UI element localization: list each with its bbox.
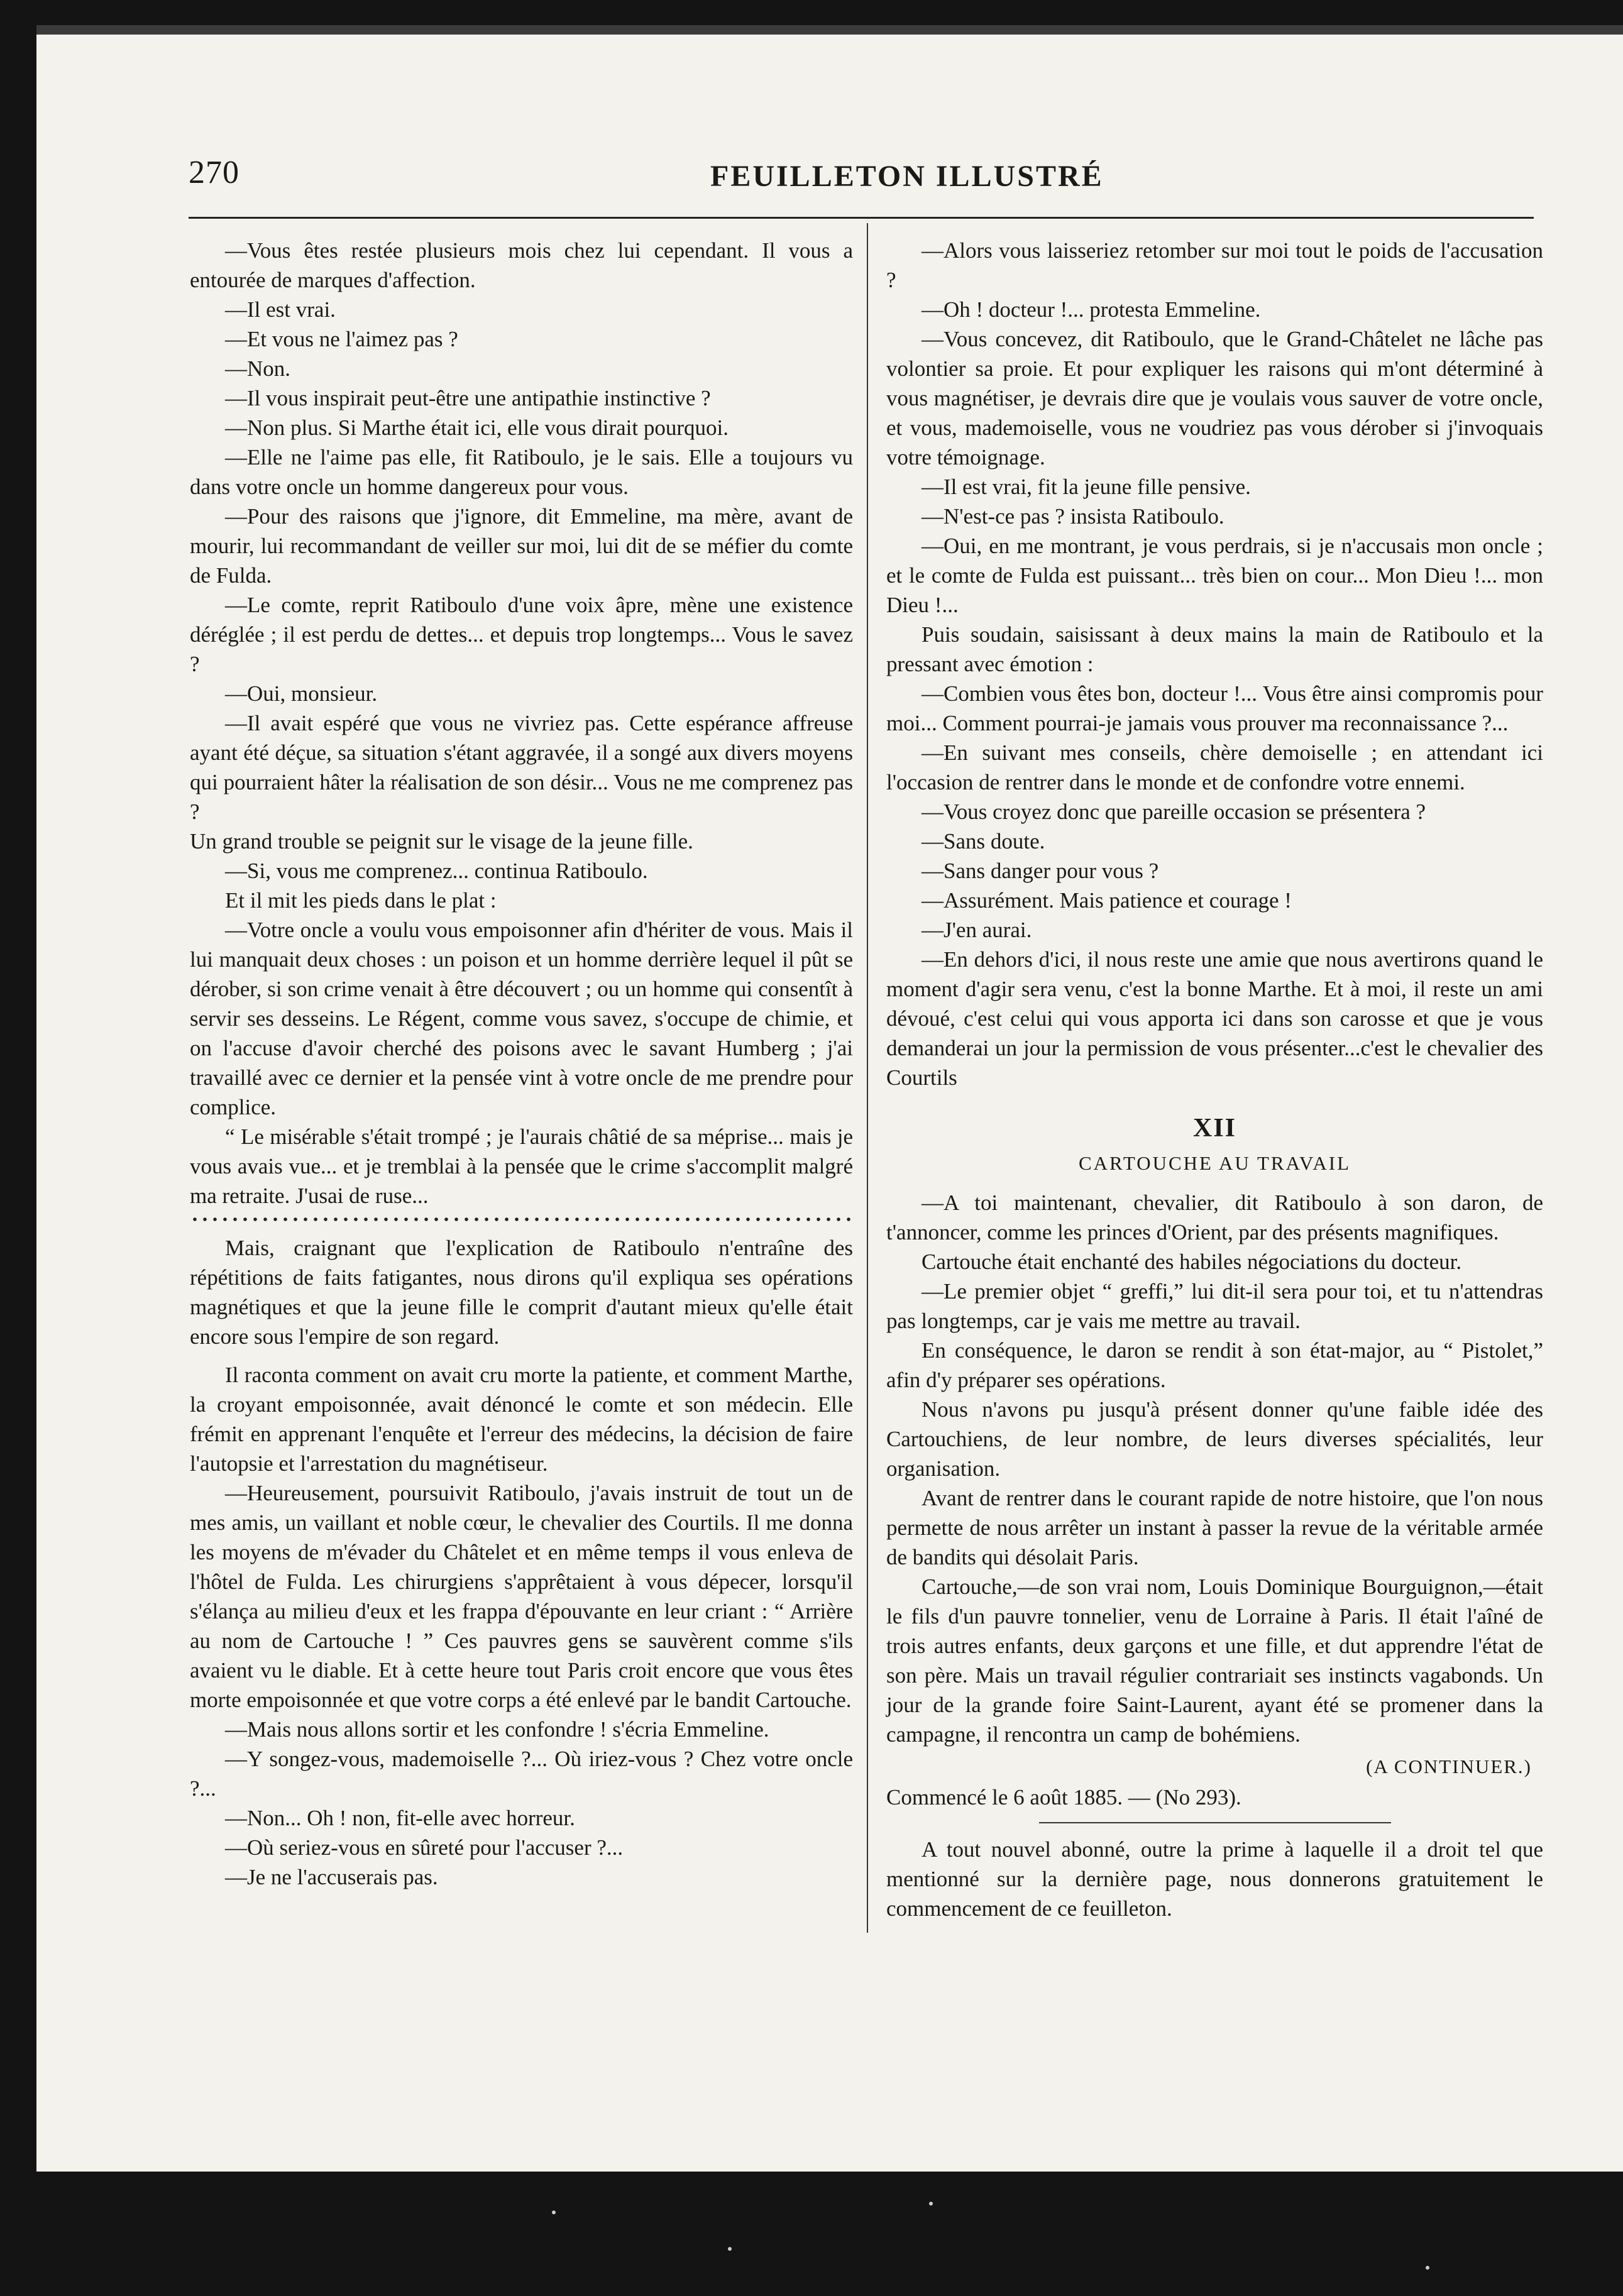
paragraph: —En dehors d'ici, il nous reste une amie que nous avertirons quand le moment d'agir sera venu, c'est la bonne Marthe. Et à moi, il reste un ami dévoué, c'est celui qui vous apporta ici dans son carosse et que je vous demanderai un jour la permission de vous présenter...c'est le chevalier des Courtils	[886, 947, 1543, 1090]
paragraph: —Et vous ne l'aimez pas ?	[225, 327, 458, 351]
left-column	[190, 236, 853, 1892]
paragraph: “ Le misérable s'était trompé ; je l'aurais châtié de sa méprise... mais je vous avais vue... et je tremblai à la pensée que le crime s'accomplit malgré ma retraite. J'usai de ruse...	[190, 1124, 853, 1208]
scan-border-bottom	[36, 2172, 1623, 2296]
paragraph: —J'en aurai.	[922, 918, 1032, 942]
chapter-title: CARTOUCHE AU TRAVAIL	[1078, 1152, 1351, 1174]
paragraph: —Non.	[225, 356, 291, 381]
paragraph: —Vous concevez, dit Ratiboulo, que le Grand-Châtelet ne lâche pas volontier sa proie. Et pour expliquer les raisons qui m'ont déterminé à vous magnétiser, je devrais dire que je voulais vous sauver de votre oncle, et vous, mademoiselle, vous ne voudriez pas vous dérober si j'invoquais votre témoignage.	[886, 327, 1543, 470]
right-column	[886, 236, 1543, 1923]
paragraph: —Où seriez-vous en sûreté pour l'accuser ?...	[225, 1835, 624, 1860]
paragraph: —Combien vous êtes bon, docteur !... Vous être ainsi compromis pour moi... Comment pourrai-je jamais vous prouver ma reconnaissance ?...	[886, 681, 1543, 735]
scan-border-top	[36, 0, 1623, 45]
paragraph: —Oui, en me montrant, je vous perdrais, si je n'accusais mon oncle ; et le comte de Fulda est puissant... très bien on cour... Mon Dieu !... mon Dieu !...	[886, 534, 1543, 617]
paragraph: Mais, craignant que l'explication de Ratiboulo n'entraîne des répétitions de faits fatigantes, nous dirons qu'il expliqua ses opérations magnétiques et que la jeune fille le comprit d'autant mieux qu'elle était encore sous l'empire de son regard.	[190, 1236, 853, 1349]
paragraph: —Vous croyez donc que pareille occasion se présentera ?	[922, 799, 1426, 824]
paragraph: —Il est vrai.	[225, 297, 336, 322]
header-rule	[189, 217, 1534, 219]
paragraph: Il raconta comment on avait cru morte la patiente, et comment Marthe, la croyant empoisonnée, avait dénoncé le comte et son médecin. Elle frémit en apprenant l'enquête et l'erreur des médecins, la décision de faire l'autopsie et l'arrestation du magnétiseur.	[190, 1363, 853, 1476]
paragraph: —Sans danger pour vous ?	[922, 859, 1159, 883]
paragraph: —En suivant mes conseils, chère demoiselle ; en attendant ici l'occasion de rentrer dans le monde et de confondre votre ennemi.	[886, 740, 1543, 794]
paragraph: Cartouche était enchanté des habiles négociations du docteur.	[922, 1250, 1462, 1274]
dotted-separator	[190, 1217, 853, 1222]
paragraph: —Heureusement, poursuivit Ratiboulo, j'avais instruit de tout un de mes amis, un vaillant et noble cœur, le chevalier des Courtils. Il me donna les moyens de m'évader du Châtelet et en même temps il vous enleva de l'hôtel de Fulda. Les chirurgiens s'apprêtaient à vous dépecer, lorsqu'il s'élança au milieu d'eux et les frappa d'épouvante en leur criant : “ Arrière au nom de Cartouche ! ” Ces pauvres gens se sauvèrent comme s'ils avaient vu le diable. Et à cette heure tout Paris croit encore que vous êtes morte empoisonnée et que votre corps a été enlevé par le bandit Cartouche.	[190, 1481, 853, 1712]
paragraph: —Alors vous laisseriez retomber sur moi tout le poids de l'accusation ?	[886, 238, 1543, 292]
notice-rule	[1039, 1822, 1391, 1823]
paragraph: —Assurément. Mais patience et courage !	[922, 888, 1292, 913]
paragraph: —Non plus. Si Marthe était ici, elle vous dirait pourquoi.	[225, 415, 729, 440]
column-divider	[867, 223, 868, 1933]
paragraph: —Le premier objet “ greffi,” lui dit-il sera pour toi, et tu n'attendras pas longtemps, car je vais me mettre au travail.	[886, 1279, 1543, 1333]
paragraph: —Il avait espéré que vous ne vivriez pas. Cette espérance affreuse ayant été déçue, sa situation s'étant aggravée, il a songé aux divers moyens qui pourraient hâter la réalisation de son désir... Vous ne me comprenez pas ?	[190, 711, 853, 824]
paragraph: —A toi maintenant, chevalier, dit Ratiboulo à son daron, de t'annoncer, comme les princes d'Orient, par des présents magnifiques.	[886, 1190, 1543, 1244]
paragraph: —N'est-ce pas ? insista Ratiboulo.	[922, 504, 1224, 529]
running-title: FEUILLETON ILLUSTRÉ	[710, 160, 1104, 193]
paragraph: —Elle ne l'aime pas elle, fit Ratiboulo, je le sais. Elle a toujours vu dans votre oncle un homme dangereux pour vous.	[190, 445, 853, 499]
page-number: 270	[189, 155, 239, 190]
paragraph: —Je ne l'accuserais pas.	[225, 1865, 438, 1889]
paragraph: —Non... Oh ! non, fit-elle avec horreur.	[225, 1806, 575, 1830]
paragraph: —Il est vrai, fit la jeune fille pensive.	[922, 475, 1251, 499]
scan-border-left	[0, 0, 36, 2296]
paragraph: Un grand trouble se peignit sur le visage de la jeune fille.	[190, 829, 693, 854]
paragraph: Nous n'avons pu jusqu'à présent donner qu'une faible idée des Cartouchiens, de leur nombre, de leurs diverses spécialités, leur organisation.	[886, 1397, 1543, 1481]
paragraph: Puis soudain, saisissant à deux mains la main de Ratiboulo et la pressant avec émotion :	[886, 622, 1543, 676]
subscriber-notice: A tout nouvel abonné, outre la prime à laquelle il a droit tel que mentionné sur la dernière page, nous donnerons gratuitement le commencement de ce feuilleton.	[886, 1837, 1543, 1921]
paragraph: —Mais nous allons sortir et les confondre ! s'écria Emmeline.	[225, 1717, 769, 1742]
to-be-continued: (A CONTINUER.)	[1366, 1755, 1532, 1777]
paragraph: —Il vous inspirait peut-être une antipathie instinctive ?	[225, 386, 711, 410]
paragraph: En conséquence, le daron se rendit à son état-major, au “ Pistolet,” afin d'y préparer ses opérations.	[886, 1338, 1543, 1392]
paragraph: —Votre oncle a voulu vous empoisonner afin d'hériter de vous. Mais il lui manquait deux choses : un poison et un homme derrière lequel il pût se dérober, si son crime venait à être découvert ; ou un homme qui consentît à servir ses desseins. Le Régent, comme vous savez, s'occupe de chimie, et on l'accuse d'avoir cherché des poisons avec le savant Humberg ; j'ai travaillé avec ce dernier et la pensée vint à votre oncle de me prendre pour complice.	[190, 918, 853, 1119]
paragraph: —Le comte, reprit Ratiboulo d'une voix âpre, mène une existence déréglée ; il est perdu de dettes... et depuis trop longtemps... Vous le savez ?	[190, 593, 853, 676]
paragraph: —Vous êtes restée plusieurs mois chez lui cependant. Il vous a entourée de marques d'affection.	[190, 238, 853, 292]
chapter-number: XII	[1192, 1114, 1237, 1143]
paragraph: —Oui, monsieur.	[225, 681, 378, 706]
paragraph: Cartouche,—de son vrai nom, Louis Dominique Bourguignon,—était le fils d'un pauvre tonnelier, venu de Lorraine à Paris. Il était l'aîné de trois autres enfants, deux garçons et une fille, et dut apprendre l'état de son père. Mais un travail régulier contrariait ses instincts vagabonds. Un jour de la grande foire Saint-Laurent, ayant été se promener dans la campagne, il rencontra un camp de bohémiens.	[886, 1574, 1543, 1747]
paragraph: Et il mit les pieds dans le plat :	[225, 888, 497, 913]
paragraph: —Si, vous me comprenez... continua Ratiboulo.	[225, 859, 648, 883]
start-notice: Commencé le 6 août 1885. — (No 293).	[886, 1785, 1241, 1810]
paragraph: —Sans doute.	[922, 829, 1045, 854]
paragraph: Avant de rentrer dans le courant rapide de notre histoire, que l'on nous permette de nous arrêter un instant à passer la revue de la véritable armée de bandits qui désolait Paris.	[886, 1486, 1543, 1569]
paragraph: —Y songez-vous, mademoiselle ?... Où iriez-vous ? Chez votre oncle ?...	[190, 1747, 853, 1801]
paragraph: —Oh ! docteur !... protesta Emmeline.	[922, 297, 1261, 322]
paragraph: —Pour des raisons que j'ignore, dit Emmeline, ma mère, avant de mourir, lui recommandant de veiller sur moi, lui dit de se méfier du comte de Fulda.	[190, 504, 853, 588]
